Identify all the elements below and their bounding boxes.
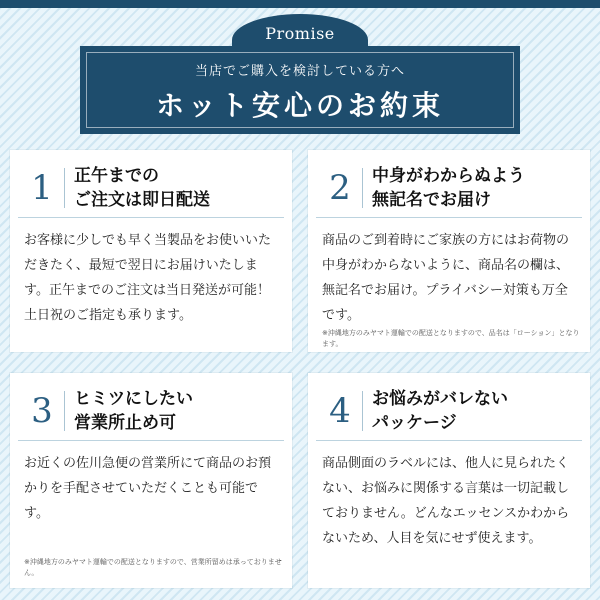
card-header (316, 158, 582, 218)
divider (362, 168, 363, 208)
banner-title: ホット安心のお約束 (155, 89, 444, 122)
card-body: お近くの佐川急便の営業所にて商品のお預かりを手配させていただくことも可能です。 (24, 456, 272, 521)
promise-card-1 (10, 150, 292, 352)
card-body: 商品側面のラベルには、他人に見られたくない、お悩みに関係する言葉は一切記載しておりません。どんなエッセンスかわからないため、人目を気にせず使えます。 (322, 456, 570, 546)
card-heading: お悩みがバレない パッケージ (372, 389, 508, 433)
card-header (18, 158, 284, 218)
card-header (316, 381, 582, 441)
promise-card-3 (10, 373, 292, 588)
card-note: ※沖縄地方のみヤマト運輸での配送となりますので、品名は「ローション」となります。 (322, 329, 580, 348)
top-border (0, 0, 600, 8)
card-heading: 中身がわからぬよう 無記名でお届け (372, 166, 525, 210)
card-number: 1 (31, 168, 53, 208)
banner-subtitle: 当店でご購入を検討している方へ (194, 64, 405, 79)
card-number: 2 (329, 168, 351, 208)
card-header (18, 381, 284, 441)
card-body: お客様に少しでも早く当製品をお使いいただきたく、最短で翌日にお届けいたします。正午までのご注文は当日発送が可能！土日祝のご指定も承ります。 (24, 233, 272, 323)
divider (64, 391, 65, 431)
promise-banner (80, 46, 520, 134)
promise-card-4 (308, 373, 590, 588)
promise-tab: Promise (232, 14, 368, 50)
card-heading: ヒミツにしたい 営業所止め可 (74, 389, 193, 433)
promise-card-2 (308, 150, 590, 352)
card-number: 3 (31, 391, 53, 431)
divider (64, 168, 65, 208)
card-heading: 正午までの ご注文は即日配送 (74, 166, 210, 210)
card-body: 商品のご到着時にご家族の方にはお荷物の中身がわからないように、商品名の欄は、無記名でお届け。プライバシー対策も万全です。 (322, 233, 570, 323)
divider (362, 391, 363, 431)
card-number: 4 (329, 391, 351, 431)
card-note: ※沖縄地方のみヤマト運輸での配送となりますので、営業所留めは承っておりません。 (24, 558, 282, 577)
